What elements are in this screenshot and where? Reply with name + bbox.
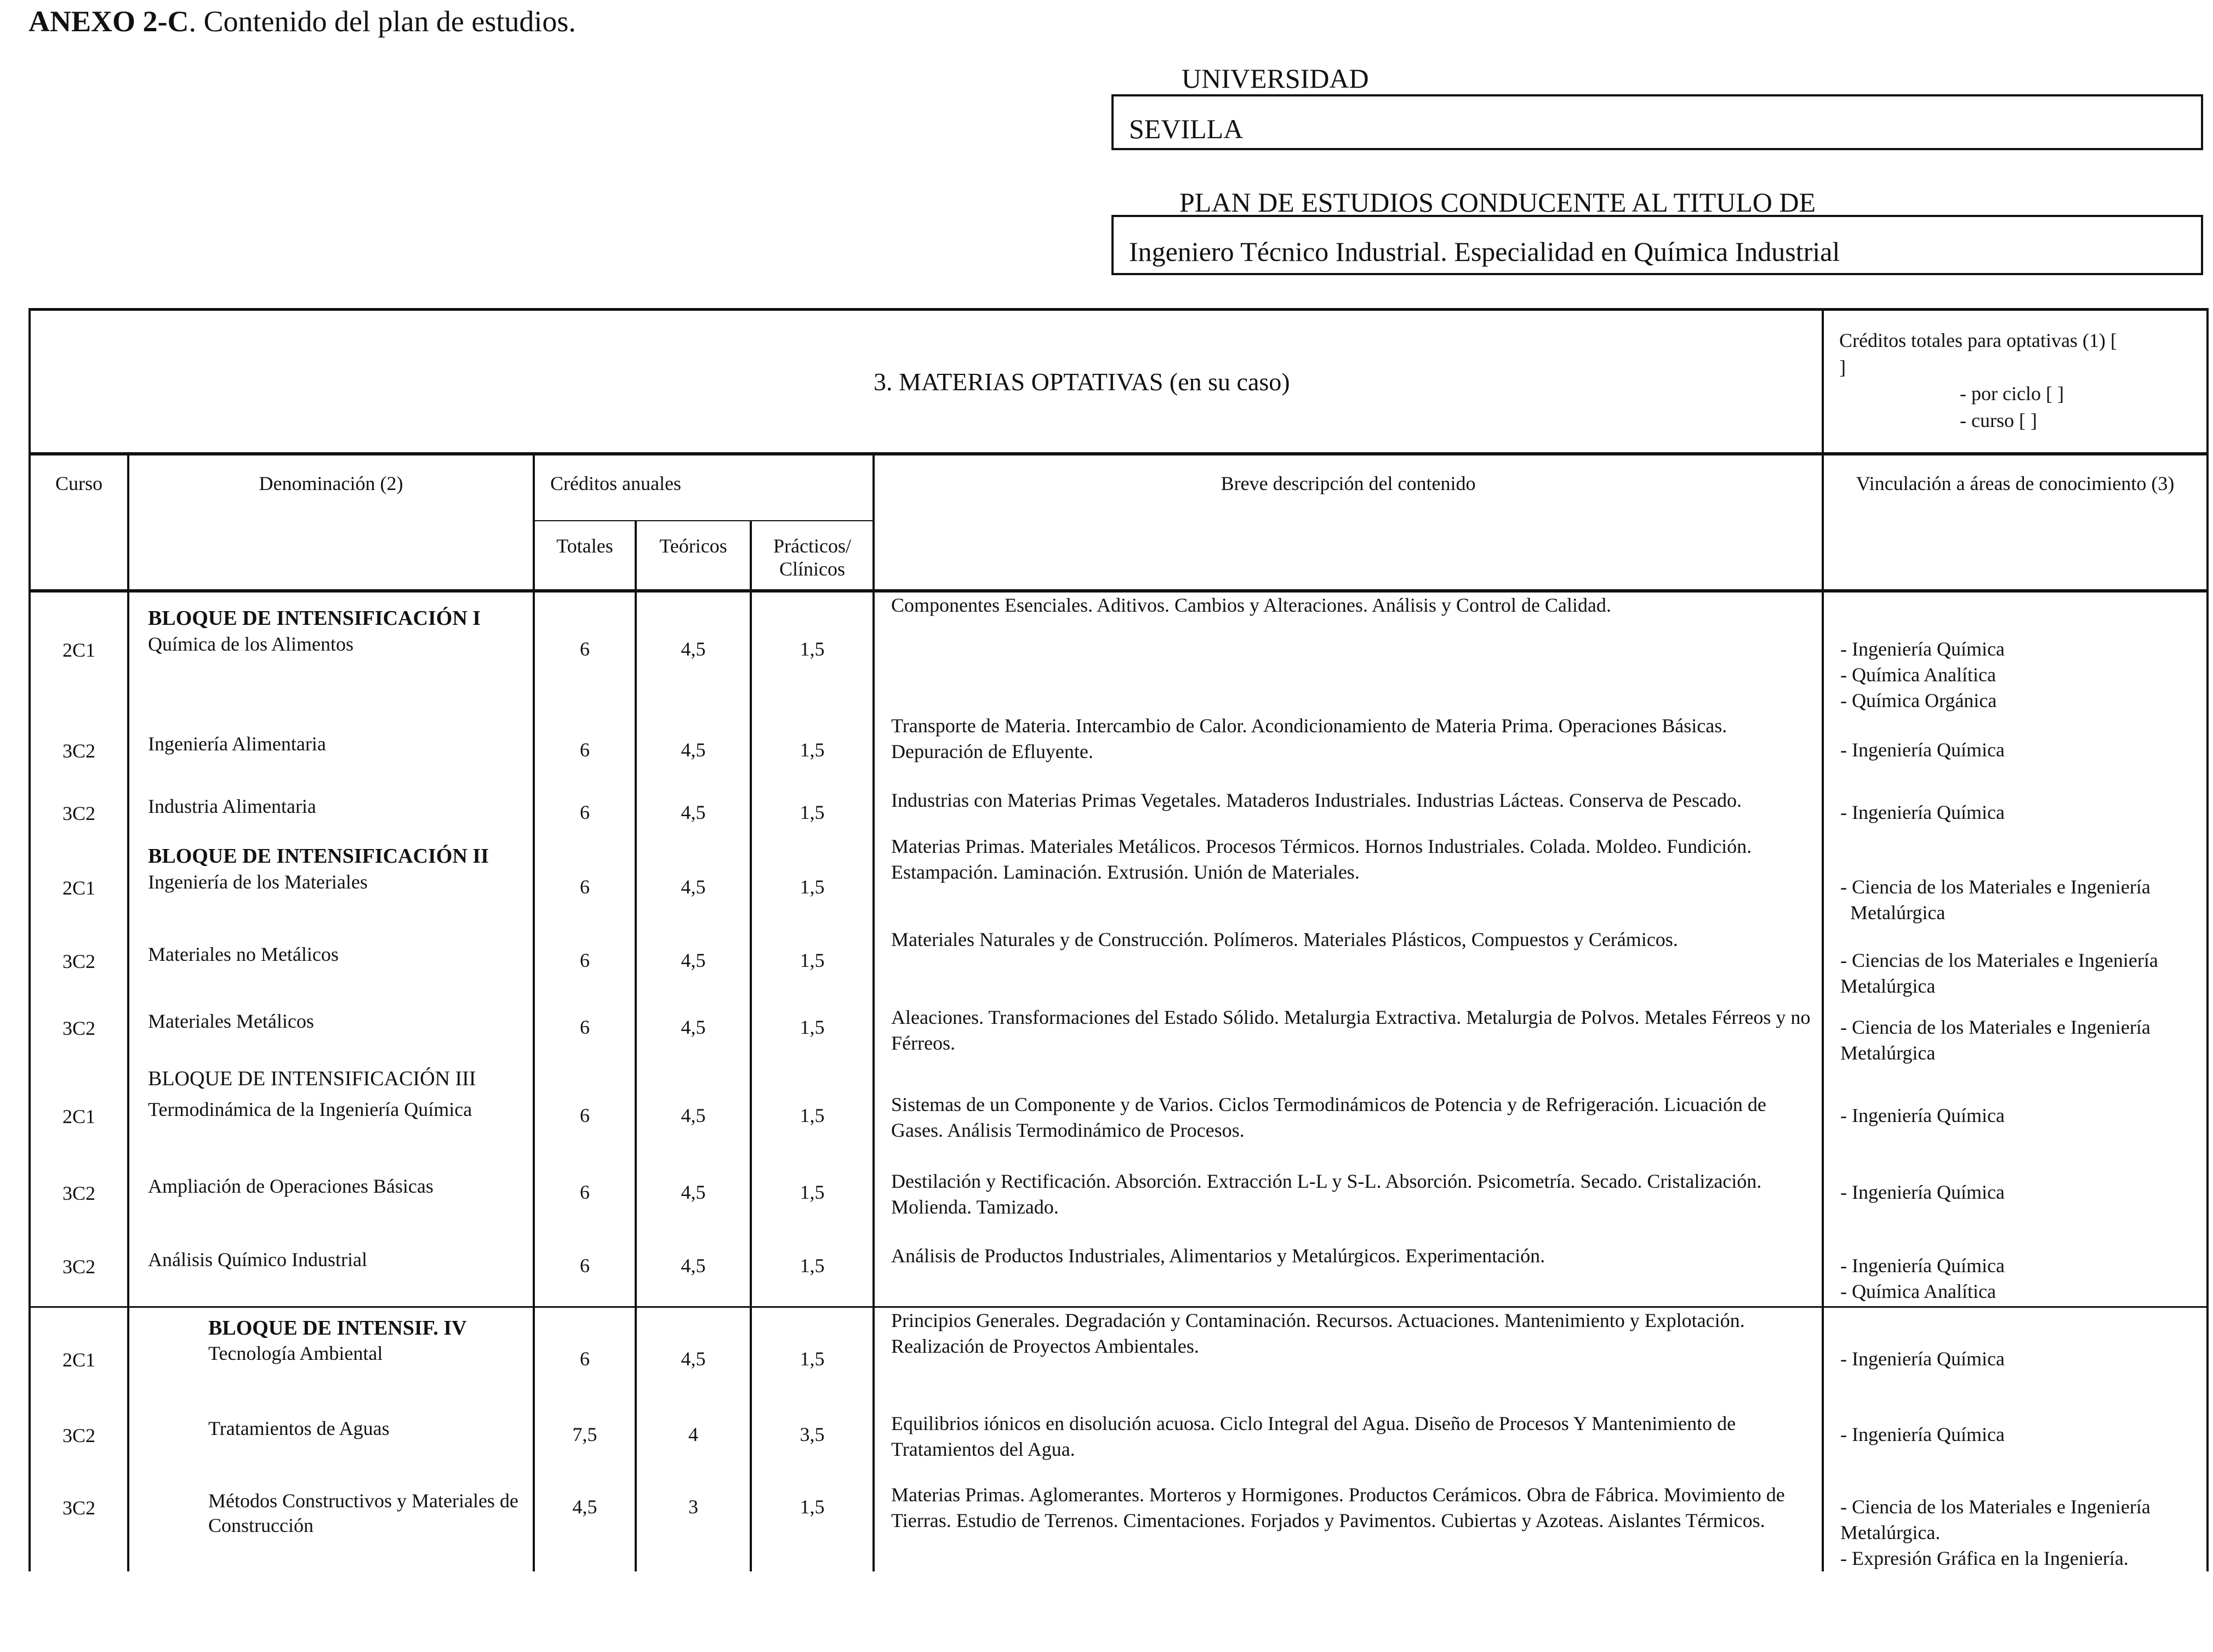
teoricos-cell: 4,5 [636,591,751,713]
areas-cell [1823,1482,2208,1571]
area-line: - Ingeniería Química [1840,801,2005,824]
curso-cell: 3C2 [30,1243,128,1307]
denominacion-cell [128,1482,534,1571]
universidad-label: UNIVERSIDAD [1182,63,1369,94]
universidad-box [1111,94,2203,150]
teoricos-cell: 4,5 [636,927,751,1005]
area-line: Metalúrgica [1840,1042,1936,1064]
teoricos-cell: 3 [636,1482,751,1571]
optativas-curso: - curso [ ] [1960,409,2037,431]
header-vinculacion: Vinculación a áreas de conocimiento (3) [1823,454,2208,591]
totales-cell: 6 [534,1169,636,1243]
universidad-value: SEVILLA [1129,113,1244,144]
totales-cell: 6 [534,1243,636,1307]
subject-name: Ampliación de Operaciones Básicas [148,1175,434,1198]
totales-cell: 6 [534,1092,636,1169]
area-line: - Expresión Gráfica en la Ingeniería. [1840,1547,2129,1570]
subject-name: Análisis Químico Industrial [148,1249,367,1271]
totales-cell: 6 [534,1005,636,1066]
table-body [30,591,2208,1571]
areas-cell [1823,1307,2208,1411]
block-heading: BLOQUE DE INTENSIFICACIÓN III [128,1066,534,1092]
areas-cell [1823,834,2208,927]
curso-cell: 2C1 [30,834,128,927]
areas-cell [1823,713,2208,788]
table-row [30,1005,2208,1066]
practicos-cell: 1,5 [751,591,874,713]
descripcion-cell: Destilación y Rectificación. Absorción. Extracción L-L y S-L. Absorción. Psicometría. Secado. Cristalización. Molienda. Tamizado. [874,1169,1823,1243]
curso-cell: 3C2 [30,927,128,1005]
area-line: - Ciencia de los Materiales e Ingeniería [1840,1016,2151,1039]
table-row [30,927,2208,1005]
denominacion-cell [128,1169,534,1243]
table-row [30,1169,2208,1243]
plan-label: PLAN DE ESTUDIOS CONDUCENTE AL TITULO DE [1179,187,1816,218]
descripcion-cell: Industrias con Materias Primas Vegetales. Mataderos Industriales. Industrias Lácteas. Conserva de Pescado. [874,788,1823,834]
plan-box [1111,215,2203,275]
optativas-por-ciclo: - por ciclo [ ] [1960,383,2064,405]
areas-cell [1823,1005,2208,1066]
subject-name: Materiales Metálicos [148,1010,314,1033]
practicos-cell: 1,5 [751,1092,874,1169]
header-descripcion: Breve descripción del contenido [874,454,1823,591]
areas-cell [1823,1092,2208,1169]
area-line: - Ingeniería Química [1840,1347,2005,1370]
block-heading: BLOQUE DE INTENSIFICACIÓN I [148,607,481,630]
areas-cell [1823,1411,2208,1482]
practicos-cell: 1,5 [751,1307,874,1411]
area-line: - Ingeniería Química [1840,638,2005,660]
area-line: - Ingeniería Química [1840,739,2005,761]
denominacion-cell [128,1092,534,1169]
annex-title-bold: ANEXO 2-C [28,5,189,38]
descripcion-cell: Transporte de Materia. Intercambio de Calor. Acondicionamiento de Materia Prima. Operaciones Básicas. Depuración de Efluyente. [874,713,1823,788]
descripcion-cell: Principios Generales. Degradación y Contaminación. Recursos. Actuaciones. Mantenimiento y Explotación. Realización de Proyectos Ambientales. [874,1307,1823,1411]
area-line: - Ciencia de los Materiales e Ingeniería [1840,1496,2151,1518]
denominacion-cell [128,788,534,834]
practicos-cell: 1,5 [751,1482,874,1571]
descripcion-cell: Aleaciones. Transformaciones del Estado Sólido. Metalurgia Extractiva. Metalurgia de Polvos. Metales Férreos y no Férreos. [874,1005,1823,1066]
areas-cell [1823,788,2208,834]
header-teoricos: Teóricos [636,521,751,591]
subject-name: Industria Alimentaria [148,795,316,818]
plan-value: Ingeniero Técnico Industrial. Especialidad en Química Industrial [1129,236,1840,267]
table-row [30,1307,2208,1411]
curso-cell: 3C2 [30,1169,128,1243]
table-row [30,1066,2208,1092]
table-row [30,788,2208,834]
totales-cell: 6 [534,713,636,788]
area-line: Metalúrgica [1840,902,1946,924]
header-curso: Curso [30,454,128,591]
areas-cell [1823,1066,2208,1092]
subject-name: Métodos Constructivos y Materiales de Construcción [208,1490,518,1537]
area-line: - Ingeniería Química [1840,1255,2005,1277]
table-title-cell [30,310,874,454]
curso-cell [30,1066,128,1092]
curso-cell: 2C1 [30,1307,128,1411]
block-heading: BLOQUE DE INTENSIFICACIÓN II [148,845,489,868]
table-title: 3. MATERIAS OPTATIVAS (en su caso) [874,310,1823,454]
descripcion-cell: Materiales Naturales y de Construcción. Polímeros. Materiales Plásticos, Compuestos y Cerámicos. [874,927,1823,1005]
optativas-line2: ] [1839,356,1846,378]
teoricos-cell: 4,5 [636,834,751,927]
totales-cell: 6 [534,834,636,927]
descripcion-cell [874,1066,1823,1092]
optativas-line1: Créditos totales para optativas (1) [ [1839,329,2117,351]
subject-name: Termodinámica de la Ingeniería Química [148,1098,472,1121]
table-row [30,1092,2208,1169]
descripcion-cell: Equilibrios iónicos en disolución acuosa. Ciclo Integral del Agua. Diseño de Procesos Y Mantenimiento de Tratamientos del Agua. [874,1411,1823,1482]
teoricos-cell: 4,5 [636,1243,751,1307]
totales-cell: 6 [534,1307,636,1411]
descripcion-cell: Materias Primas. Aglomerantes. Morteros y Hormigones. Productos Cerámicos. Obra de Fábrica. Movimiento de Tierras. Estudio de Terrenos. Cimentaciones. Forjados y Pavimentos. Cubiertas y Azoteas. Aislantes Térmicos. [874,1482,1823,1571]
denominacion-cell [128,1411,534,1482]
teoricos-cell: 4,5 [636,1169,751,1243]
area-line: - Química Analítica [1840,1280,1996,1303]
header-creditos: Créditos anuales [534,454,874,521]
area-line: Metalúrgica. [1840,1522,1941,1544]
areas-cell [1823,1169,2208,1243]
subject-name: Ingeniería Alimentaria [148,733,326,755]
denominacion-cell [128,834,534,927]
table-row [30,1243,2208,1307]
block-heading: BLOQUE DE INTENSIF. IV [208,1316,467,1340]
totales-cell: 6 [534,788,636,834]
descripcion-cell: Sistemas de un Componente y de Varios. Ciclos Termodinámicos de Potencia y de Refrigeración. Licuación de Gases. Análisis Termodinámico de Procesos. [874,1092,1823,1169]
practicos-cell [751,1066,874,1092]
curso-cell: 3C2 [30,713,128,788]
subject-name: Ingeniería de los Materiales [148,870,368,893]
header-denominacion: Denominación (2) [128,454,534,591]
practicos-cell: 1,5 [751,788,874,834]
denominacion-cell [128,1243,534,1307]
descripcion-cell: Componentes Esenciales. Aditivos. Cambios y Alteraciones. Análisis y Control de Calidad. [874,591,1823,713]
header-totales: Totales [534,521,636,591]
curso-cell: 2C1 [30,591,128,713]
teoricos-cell: 4 [636,1411,751,1482]
denominacion-cell [128,1307,534,1411]
teoricos-cell: 4,5 [636,1307,751,1411]
curso-cell: 3C2 [30,788,128,834]
curso-cell: 3C2 [30,1005,128,1066]
curso-cell: 3C2 [30,1411,128,1482]
subject-name: Química de los Alimentos [148,633,353,655]
practicos-cell: 1,5 [751,1243,874,1307]
descripcion-cell: Materias Primas. Materiales Metálicos. Procesos Térmicos. Hornos Industriales. Colada. Moldeo. Fundición. Estampación. Laminación. Extrusión. Unión de Materiales. [874,834,1823,927]
teoricos-cell: 4,5 [636,1092,751,1169]
area-line: - Ciencias de los Materiales e Ingeniería [1840,949,2158,972]
totales-cell: 6 [534,591,636,713]
area-line: - Química Analítica [1840,663,1996,686]
subject-name: Materiales no Metálicos [148,943,339,966]
area-line: - Ingeniería Química [1840,1104,2005,1127]
practicos-cell: 3,5 [751,1411,874,1482]
denominacion-cell [128,591,534,713]
area-line: - Ingeniería Química [1840,1423,2005,1446]
area-line: - Ciencia de los Materiales e Ingeniería [1840,876,2151,898]
practicos-cell: 1,5 [751,1169,874,1243]
annex-title-rest: . Contenido del plan de estudios. [189,5,576,38]
area-line: - Química Orgánica [1840,689,1997,711]
teoricos-cell: 4,5 [636,1005,751,1066]
optativas-credits-cell [1823,310,2208,454]
denominacion-cell [128,713,534,788]
curso-cell: 2C1 [30,1092,128,1169]
teoricos-cell: 4,5 [636,788,751,834]
header-practicos: Prácticos/ Clínicos [751,521,874,591]
annex-title [28,4,576,38]
practicos-cell: 1,5 [751,1005,874,1066]
areas-cell [1823,1243,2208,1307]
table-row [30,1482,2208,1571]
subject-name: Tecnología Ambiental [208,1342,383,1365]
teoricos-cell: 4,5 [636,713,751,788]
teoricos-cell [636,1066,751,1092]
practicos-cell: 1,5 [751,834,874,927]
table-row [30,1411,2208,1482]
totales-cell: 6 [534,927,636,1005]
table-row [30,591,2208,713]
practicos-cell: 1,5 [751,927,874,1005]
subject-name: Tratamientos de Aguas [208,1417,390,1440]
totales-cell: 4,5 [534,1482,636,1571]
areas-cell [1823,927,2208,1005]
area-line: - Ingeniería Química [1840,1181,2005,1204]
curso-cell: 3C2 [30,1482,128,1571]
totales-cell: 7,5 [534,1411,636,1482]
table-row [30,834,2208,927]
denominacion-cell [128,927,534,1005]
area-line: Metalúrgica [1840,975,1936,998]
totales-cell [534,1066,636,1092]
materias-optativas-table [28,308,2209,1571]
denominacion-cell [128,1005,534,1066]
descripcion-cell: Análisis de Productos Industriales, Alimentarios y Metalúrgicos. Experimentación. [874,1243,1823,1307]
areas-cell [1823,591,2208,713]
table-row [30,713,2208,788]
practicos-cell: 1,5 [751,713,874,788]
